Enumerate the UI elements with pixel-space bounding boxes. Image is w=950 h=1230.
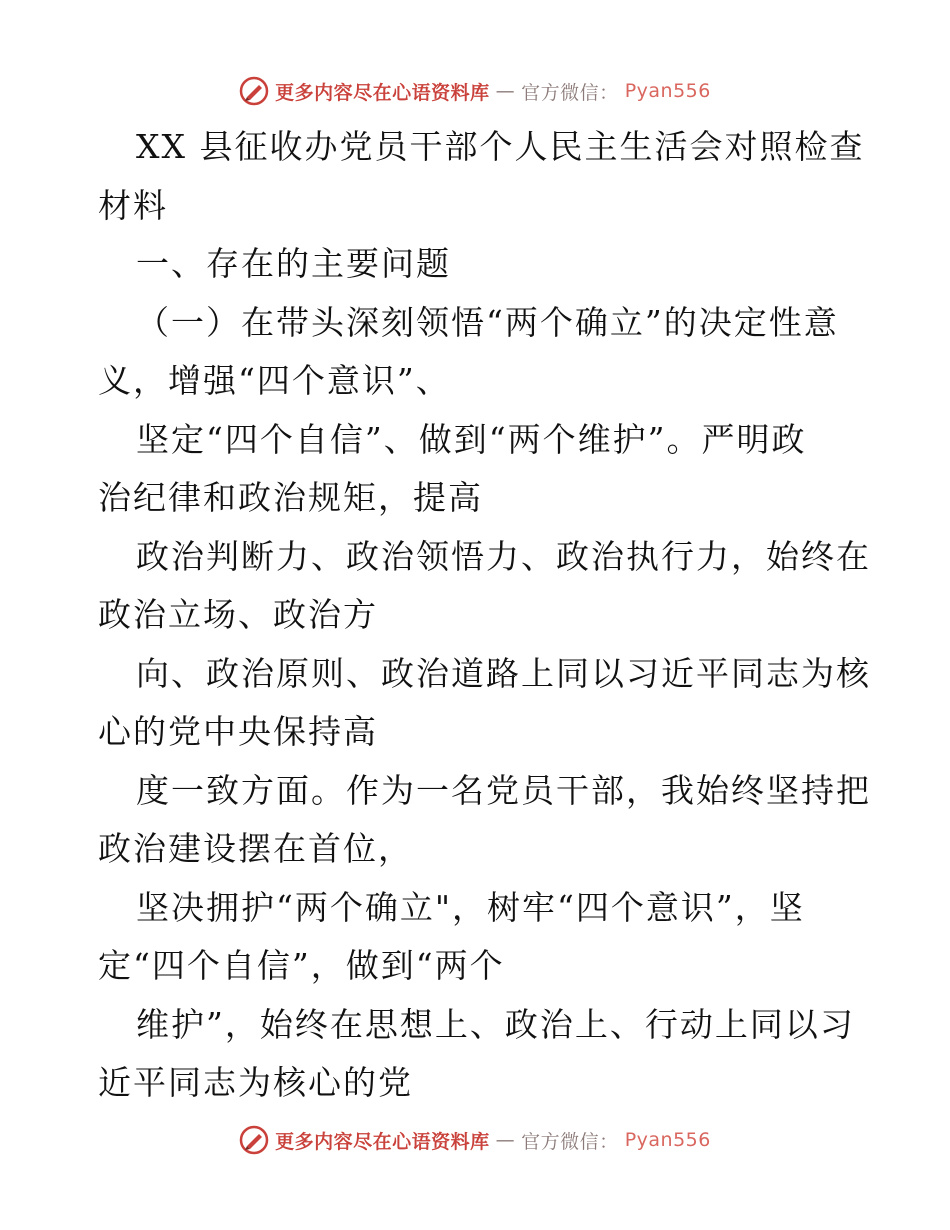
paragraph-line: 坚决拥护“两个确立"，树牢“四个意识”，坚: [136, 887, 805, 927]
paragraph-line: 政治判断力、政治领悟力、政治执行力，始终在: [136, 536, 871, 576]
paragraph-line: 定“四个自信”，做到“两个: [98, 946, 505, 985]
paragraph-line: 政治立场、政治方: [98, 595, 378, 634]
paragraph-line: 度一致方面。作为一名党员干部，我始终坚持把: [136, 770, 871, 810]
footer-watermark-banner: [0, 1120, 950, 1160]
doc-title-line-2: 材料: [98, 185, 168, 225]
paragraph-line: 向、政治原则、政治道路上同以习近平同志为核: [136, 653, 871, 693]
paragraph-line: 维护”，始终在思想上、政治上、行动上同以习: [136, 1004, 855, 1044]
header-banner-dash: —: [495, 80, 516, 102]
paragraph-line: 政治建设摆在首位，: [98, 829, 413, 868]
footer-banner-title: 更多内容尽在心语资料库: [275, 1130, 490, 1153]
paragraph-line: 近平同志为核心的党: [98, 1063, 413, 1102]
footer-banner-dash: —: [495, 1129, 516, 1151]
header-banner-label: 官方微信：: [521, 81, 619, 104]
paragraph-line: 心的党中央保持高: [98, 712, 378, 751]
paragraph-line: （一）在带头深刻领悟“两个确立”的决定性意: [136, 302, 839, 342]
paragraph-line: 治纪律和政治规矩，提高: [98, 478, 483, 517]
document-body: [98, 118, 871, 1113]
pen-logo-icon: [239, 1125, 269, 1155]
header-watermark-banner: [0, 71, 950, 111]
footer-banner-id: Pyan556: [624, 1129, 711, 1151]
footer-banner-label: 官方微信：: [521, 1130, 619, 1153]
header-banner-title: 更多内容尽在心语资料库: [275, 81, 490, 104]
doc-title-line-1: XX 县征收办党员干部个人民主生活会对照检查: [136, 127, 865, 166]
section-heading: 一、存在的主要问题: [136, 244, 451, 283]
header-banner-id: Pyan556: [624, 80, 711, 102]
pen-logo-icon: [239, 76, 269, 106]
paragraph-line: 义，增强“四个意识”、: [98, 361, 451, 400]
paragraph-line: 坚定“四个自信”、做到“两个维护”。严明政: [136, 419, 807, 459]
